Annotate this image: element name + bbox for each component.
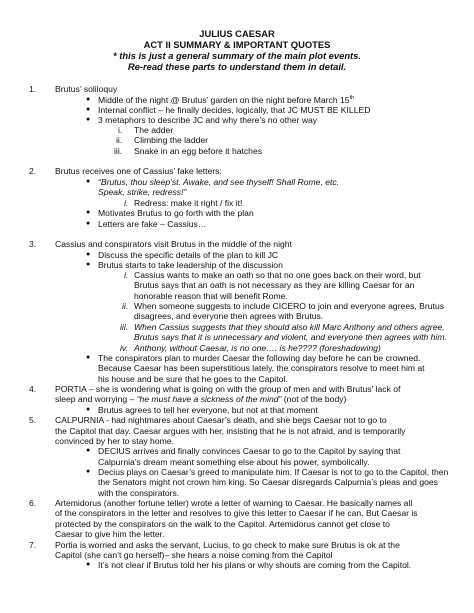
paragraph-line: Because Caesar has been superstitious lately, the conspirators resolve to meet him at (98, 363, 425, 373)
bullet-icon: ● (86, 209, 91, 216)
roman-marker: ii. (122, 301, 129, 311)
sub-item-line: Anthony, without Caesar, is no one…. is he???? (foreshadowing) (134, 343, 381, 353)
quote-text: “he must have a sickness of the mind” (136, 394, 282, 404)
paragraph-line: Calpurnia’s dream meant something else about his power, symbolically. (98, 457, 370, 467)
section-number: 3. (29, 239, 37, 249)
section-title: Brutus receives one of Cassius’ fake letters: (55, 166, 222, 176)
sub-item-line: Brutus says that it is unnecessary and violent, and everyone then agrees with him. (134, 332, 447, 342)
sub-item: Climbing the ladder (134, 135, 209, 145)
bullet-icon: ● (86, 251, 91, 258)
paragraph-line: convinced by her to stay home. (55, 436, 174, 446)
sub-item: The adder (134, 125, 174, 135)
bullet-icon: ● (86, 261, 91, 268)
paragraph-line: PORTIA – she is wondering what is going on with the group of men and with Brutus’ lack of (55, 384, 401, 394)
list-item: Internal conflict – he finally decides, logically, that JC MUST BE KILLED (98, 105, 371, 115)
section-number: 6. (29, 498, 37, 508)
sub-item-line: Cassius wants to make an oath so that no one goes back on their word, but (134, 270, 421, 280)
paragraph-line: Capitol (she can’t go herself)– she hears a noise coming from the Capitol (55, 550, 333, 560)
reread-note: Re-read these parts to understand them in detail. (127, 61, 347, 72)
paragraph-line: Portia is worried and asks the servant, Lucius, to go check to make sure Brutus is ok at the (55, 540, 400, 550)
sub-item-line: When someone suggests to include CICERO to join and everyone agrees, Brutus (134, 301, 445, 311)
paragraph-line: The conspirators plan to murder Caesar the following day before he can be crowned. (98, 353, 421, 363)
sub-item-line: When Cassius suggests that they should also kill Marc Anthony and others agree, (134, 322, 445, 332)
list-item: It’s not clear if Brutus told her his plans or why shouts are coming from the Capitol. (98, 560, 412, 570)
roman-marker: iv. (120, 343, 128, 353)
list-item: 3 metaphors to describe JC and why there’s no other way (98, 115, 318, 125)
bullet-icon: ● (86, 220, 91, 227)
roman-marker: ii. (116, 135, 123, 145)
bullet-icon: ● (86, 178, 91, 185)
section-number: 7. (29, 540, 37, 550)
section-number: 2. (29, 166, 37, 176)
paragraph-line: DECIUS arrives and finally convinces Caesar to go to the Capitol by saying that (98, 446, 401, 456)
list-item: Discuss the specific details of the plan to kill JC (98, 250, 279, 260)
paragraph-line: of the conspirators in the letter and resolves to give this letter to Caesar if he can. But Caesar is (55, 508, 418, 518)
list-item: Middle of the night @ Brutus’ garden on the night before March 15th (98, 95, 355, 105)
list-item: Brutus starts to take leadership of the discussion (98, 260, 283, 270)
paragraph-line: the Capitol that day. Caesar argues with her, insisting that he is not afraid, and is temporarily (55, 426, 406, 436)
bullet-icon: ● (86, 106, 91, 113)
list-item: Letters are fake – Cassius… (98, 219, 207, 229)
paragraph-line: Decius plays on Caesar’s greed to manipulate him. If Caesar is not to go to the Capitol, then (98, 467, 449, 477)
paragraph-line: the Senators might not crown him king. So Caesar disregards Calpurnia’s pleas and goes (98, 477, 438, 487)
sub-item-line: Brutus says that an oath is not necessary as they are killing Caesar for an (134, 280, 415, 290)
section-number: 1. (29, 84, 37, 94)
document-subtitle: ACT II SUMMARY & IMPORTANT QUOTES (143, 39, 331, 50)
summary-note: * this is just a general summary of the main plot events. (113, 50, 361, 61)
sub-item-line: disagrees, and everyone then agrees with Brutus. (134, 311, 324, 321)
bullet-icon: ● (86, 406, 91, 413)
roman-marker: i. (124, 270, 129, 280)
roman-marker: i. (118, 125, 123, 135)
paragraph-line: his house and be sure that he goes to the Capitol. (98, 374, 288, 384)
bullet-icon: ● (86, 354, 91, 361)
bullet-icon: ● (86, 468, 91, 475)
bullet-icon: ● (86, 96, 91, 103)
bullet-icon: ● (86, 116, 91, 123)
list-item: Motivates Brutus to go forth with the plan (98, 208, 254, 218)
paragraph-line: sleep and worrying – “he must have a sickness of the mind” (not of the body) (55, 394, 347, 404)
roman-marker: iii. (114, 146, 123, 156)
quote-line: “Brutus, thou sleep’st. Awake, and see thyself! Shall Rome, etc. (98, 177, 340, 187)
paragraph-line: Caesar to give him the letter. (55, 529, 165, 539)
section-title: Brutus’ soliloquy (55, 84, 118, 94)
document-title: JULIUS CAESAR (199, 28, 275, 39)
list-item: Brutus agrees to tell her everyone, but not at that moment (98, 405, 318, 415)
bullet-icon: ● (86, 561, 91, 568)
section-number: 5. (29, 415, 37, 425)
paragraph-line: CALPURNIA - had nightmares about Caesar’s death, and she begs Caesar not to go to (55, 415, 387, 425)
quote-line: Speak, strike, redress!” (98, 187, 187, 197)
section-title: Cassius and conspirators visit Brutus in the middle of the night (55, 239, 292, 249)
roman-marker: iii. (120, 322, 129, 332)
paragraph-line: Artemidorus (another fortune teller) wrote a letter of warning to Caesar. He basically names all (55, 498, 413, 508)
section-number: 4. (29, 384, 37, 394)
sub-item-line: honorable reason that will benefit Rome. (134, 291, 288, 301)
bullet-icon: ● (86, 447, 91, 454)
sub-item: Snake in an egg before it hatches (134, 146, 263, 156)
sub-item: Redress: make it right / fix it! (134, 198, 243, 208)
paragraph-line: protected by the conspirators on the walk to the Capitol. Artemidorus cannot get close to (55, 519, 390, 529)
paragraph-line: with the conspirators. (98, 488, 180, 498)
roman-marker: i. (124, 198, 129, 208)
